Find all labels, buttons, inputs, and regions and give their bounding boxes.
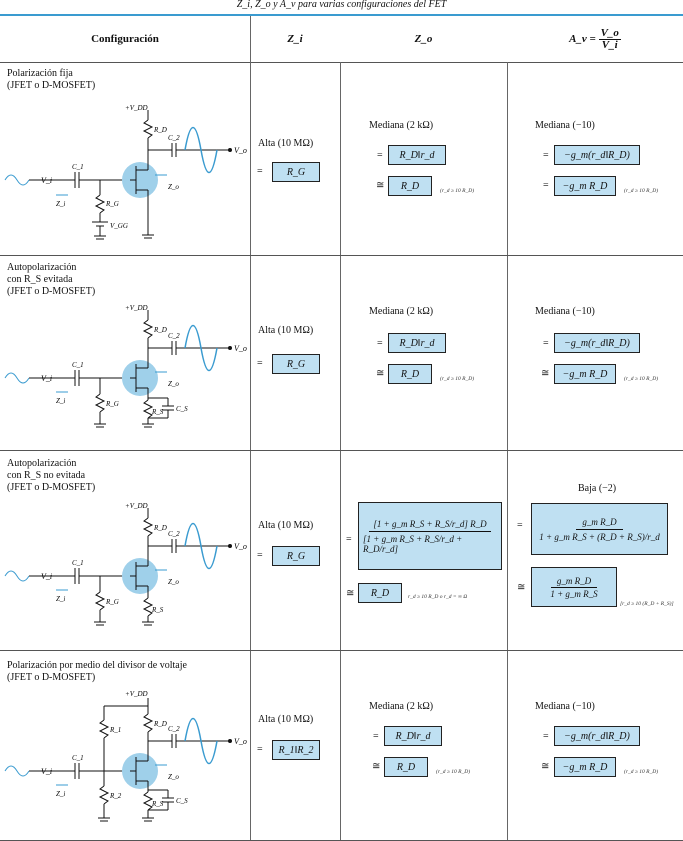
zo-label: Z_o	[168, 773, 179, 781]
vo-label: V_o	[234, 146, 247, 155]
zi-formula: R_1‖R_2	[272, 740, 320, 760]
column-divider	[250, 16, 251, 840]
zo-label: Z_o	[168, 380, 179, 388]
rd-label: R_D	[154, 524, 167, 532]
av-approx-formula: −g_m R_D	[554, 176, 616, 196]
voltage-divider-circuit-diagram	[0, 686, 250, 836]
zi-qualifier: Alta (10 MΩ)	[258, 138, 314, 149]
zo-qualifier: Mediana (2 kΩ)	[369, 306, 434, 317]
av-condition: (r_d ≥ 10 R_D)	[624, 188, 659, 194]
zo-formula: R_D‖r_d	[384, 726, 442, 746]
zi-label: Z_i	[56, 397, 66, 405]
av-formula: −g_m(r_d‖R_D)	[554, 726, 640, 746]
zo-condition: (r_d ≥ 10 R_D)	[440, 188, 475, 194]
rd-label: R_D	[154, 126, 167, 134]
av-approx-fraction-formula	[531, 567, 617, 607]
row-label: Polarización fija (JFET o D-MOSFET)	[7, 68, 96, 91]
c2-label: C_2	[168, 725, 180, 733]
r1-label: R_1	[110, 726, 122, 734]
r2-label: R_2	[110, 792, 122, 800]
equals-sign: =	[543, 150, 549, 161]
zi-formula: R_G	[272, 546, 320, 566]
av-approx-formula: −g_m R_D	[554, 364, 616, 384]
zo-condition: r_d ≥ 10 R_D o r_d = ∞ Ω	[408, 594, 468, 600]
header-av: A_v = $\frac{V\_o}{V\_i}$	[569, 26, 619, 51]
av-qualifier: Mediana (−10)	[535, 120, 595, 131]
cs-label: C_S	[176, 797, 188, 805]
equals-sign: =	[257, 166, 263, 177]
av-fraction-formula	[531, 503, 668, 555]
zi-qualifier: Alta (10 MΩ)	[258, 714, 314, 725]
c1-label: C_1	[72, 163, 84, 171]
table-caption: Z_i, Z_o y A_v para varias configuraciones del FET	[236, 0, 447, 10]
zo-condition: (r_d ≥ 10 R_D)	[436, 769, 471, 775]
approx-sign: ≅	[372, 761, 381, 772]
rs-label: R_S	[152, 606, 164, 614]
vi-label: V_i	[41, 374, 53, 383]
rg-label: R_G	[106, 400, 119, 408]
equals-sign: =	[543, 180, 549, 191]
vo-label: V_o	[234, 542, 247, 551]
av-qualifier: Mediana (−10)	[535, 701, 595, 712]
approx-sign: ≅	[541, 368, 550, 379]
self-bias-unbypassed-circuit-diagram	[0, 498, 250, 633]
av-condition: [r_d ≥ 10 (R_D + R_S)]	[620, 601, 674, 607]
av-condition: (r_d ≥ 10 R_D)	[624, 769, 659, 775]
equals-sign: =	[543, 731, 549, 742]
zo-approx-formula: R_D	[358, 583, 402, 603]
av-formula: −g_m(r_d‖R_D)	[554, 333, 640, 353]
column-divider	[340, 62, 341, 840]
zi-formula: R_G	[272, 162, 320, 182]
av-approx-formula: −g_m R_D	[554, 757, 616, 777]
self-bias-bypassed-circuit-diagram	[0, 300, 250, 435]
vdd-label: +V_DD	[125, 502, 148, 510]
table-header	[0, 16, 683, 63]
cs-label: C_S	[176, 405, 188, 413]
c2-label: C_2	[168, 332, 180, 340]
zo-approx-formula: R_D	[388, 176, 432, 196]
c1-label: C_1	[72, 361, 84, 369]
header-zi: Z_i	[287, 33, 303, 45]
equals-sign: =	[257, 550, 263, 561]
vo-label: V_o	[234, 737, 247, 746]
row-divider	[0, 450, 683, 451]
zo-condition: (r_d ≥ 10 R_D)	[440, 376, 475, 382]
av-formula: −g_m(r_d‖R_D)	[554, 145, 640, 165]
c2-label: C_2	[168, 530, 180, 538]
c1-label: C_1	[72, 754, 84, 762]
zi-label: Z_i	[56, 200, 66, 208]
equals-sign: =	[257, 744, 263, 755]
zo-qualifier: Mediana (2 kΩ)	[369, 701, 434, 712]
vgg-label: V_GG	[110, 222, 128, 230]
row-label: Autopolarización con R_S no evitada (JFET o D-MOSFET)	[7, 458, 96, 493]
rd-label: R_D	[154, 720, 167, 728]
av-condition: (r_d ≥ 10 R_D)	[624, 376, 659, 382]
zi-label: Z_i	[56, 595, 66, 603]
zo-formula: R_D‖r_d	[388, 145, 446, 165]
rg-label: R_G	[106, 598, 119, 606]
row-divider	[0, 650, 683, 651]
zo-denominator: [1 + g_m R_S + R_S/r_d + R_D/r_d]	[363, 533, 463, 554]
av-qualifier: Baja (−2)	[578, 483, 617, 494]
zo-approx-formula: R_D	[388, 364, 432, 384]
av-qualifier: Mediana (−10)	[535, 306, 595, 317]
equals-sign: =	[377, 338, 383, 349]
rs-label: R_S	[152, 408, 164, 416]
zo-fraction-formula	[358, 502, 502, 570]
equals-sign: =	[373, 731, 379, 742]
av-approx-denominator: 1 + g_m R_S	[550, 588, 598, 599]
zo-label: Z_o	[168, 183, 179, 191]
row-label: Polarización por medio del divisor de voltaje (JFET o D-MOSFET)	[7, 660, 187, 683]
fixed-bias-circuit-diagram	[0, 100, 250, 250]
approx-sign: ≅	[517, 582, 526, 593]
approx-sign: ≅	[346, 588, 355, 599]
zo-qualifier: Mediana (2 kΩ)	[369, 120, 434, 131]
vdd-label: +V_DD	[125, 690, 148, 698]
zo-formula: R_D‖r_d	[388, 333, 446, 353]
equals-sign: =	[346, 534, 352, 545]
vi-label: V_i	[41, 176, 53, 185]
vo-label: V_o	[234, 344, 247, 353]
c1-label: C_1	[72, 559, 84, 567]
zi-qualifier: Alta (10 MΩ)	[258, 520, 314, 531]
header-config: Configuración	[91, 33, 159, 45]
column-divider	[507, 62, 508, 840]
zo-label: Z_o	[168, 578, 179, 586]
vdd-label: +V_DD	[125, 304, 148, 312]
row-label: Autopolarización con R_S evitada (JFET o D-MOSFET)	[7, 262, 96, 297]
zi-formula: R_G	[272, 354, 320, 374]
approx-sign: ≅	[541, 761, 550, 772]
approx-sign: ≅	[376, 180, 385, 191]
c2-label: C_2	[168, 134, 180, 142]
vdd-label: +V_DD	[125, 104, 148, 112]
approx-sign: ≅	[376, 368, 385, 379]
av-denominator: 1 + g_m R_S + (R_D + R_S)/r_d	[539, 531, 660, 542]
av-numerator: g_m R_D	[576, 515, 622, 530]
equals-sign: =	[517, 520, 523, 531]
zi-label: Z_i	[56, 790, 66, 798]
equals-sign: =	[543, 338, 549, 349]
zo-numerator: [1 + g_m R_S + R_S/r_d] R_D	[369, 517, 490, 532]
row-divider	[0, 255, 683, 256]
equals-sign: =	[257, 358, 263, 369]
zi-qualifier: Alta (10 MΩ)	[258, 325, 314, 336]
av-approx-numerator: g_m R_D	[551, 575, 597, 588]
rg-label: R_G	[106, 200, 119, 208]
rd-label: R_D	[154, 326, 167, 334]
equals-sign: =	[377, 150, 383, 161]
zo-approx-formula: R_D	[384, 757, 428, 777]
rs-label: R_S	[152, 800, 164, 808]
header-zo: Z_o	[414, 33, 433, 45]
vi-label: V_i	[41, 572, 53, 581]
vi-label: V_i	[41, 767, 53, 776]
